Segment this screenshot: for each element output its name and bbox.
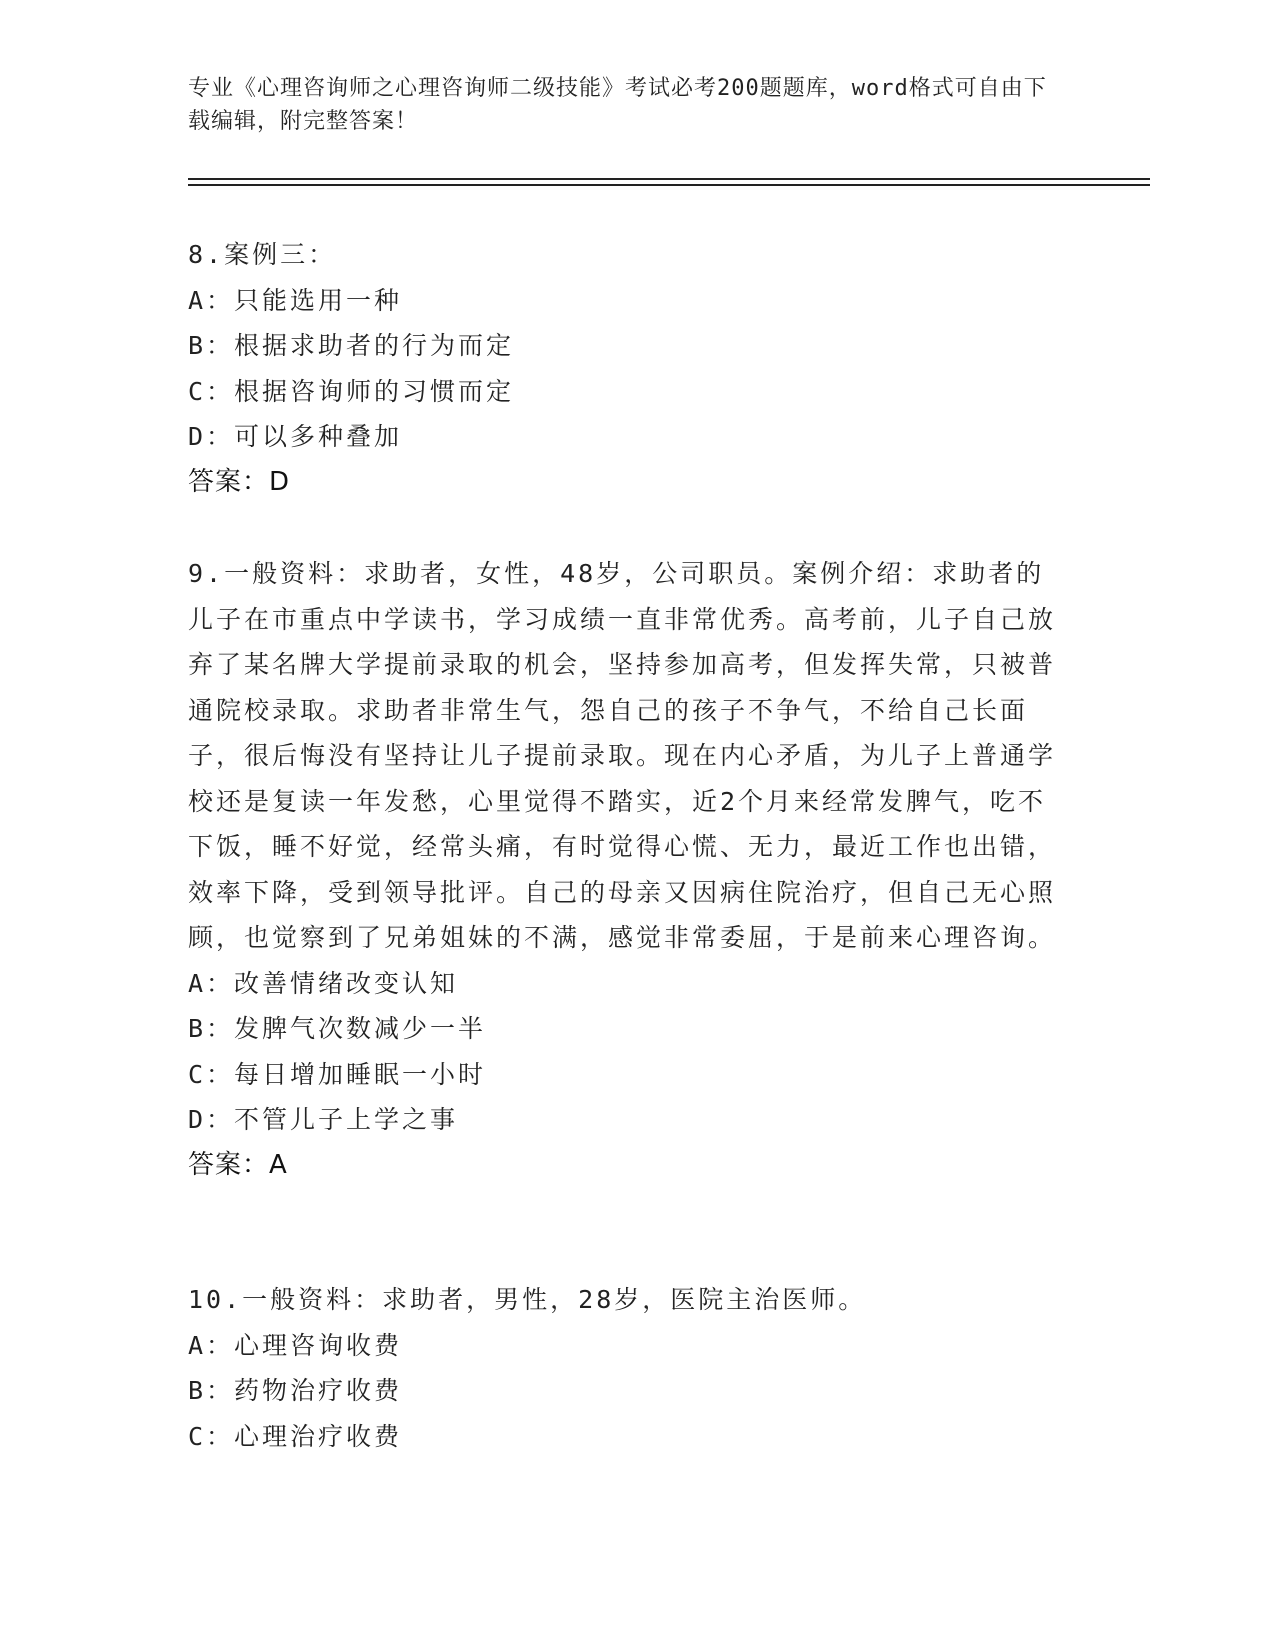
option-c: C：每日增加睡眠一小时 [188, 1059, 487, 1089]
question-8 [188, 232, 1058, 505]
option-d: D：不管儿子上学之事 [188, 1105, 459, 1134]
question-stem: 10.一般资料：求助者，男性，28岁，医院主治医师。 [188, 1285, 867, 1314]
question-9 [188, 551, 1058, 1188]
option-d: D：可以多种叠加 [188, 422, 403, 451]
answer-line: 答案：A [188, 1149, 288, 1180]
option-b: B：根据求助者的行为而定 [188, 331, 515, 360]
option-a: A：心理咨询收费 [188, 1330, 403, 1360]
option-a: A：改善情绪改变认知 [188, 968, 459, 998]
option-c: C：根据咨询师的习惯而定 [188, 376, 515, 406]
option-b: B：发脾气次数减少一半 [188, 1014, 487, 1043]
answer-line: 答案：D [188, 466, 291, 497]
option-c: C：心理治疗收费 [188, 1421, 403, 1451]
header-divider-top [188, 178, 1150, 180]
question-stem: 8.案例三： [188, 240, 337, 269]
option-b: B：药物治疗收费 [188, 1376, 403, 1405]
option-a: A：只能选用一种 [188, 285, 403, 315]
question-stem: 9.一般资料：求助者，女性，48岁，公司职员。案例介绍：求助者的儿子在市重点中学读书，学习成绩一直非常优秀。高考前，儿子自己放弃了某名牌大学提前录取的机会，坚持参加高考，但发挥失常，只被普通院校录取。求助者非常生气，怨自己的孩子不争气，不给自己长面子，很后悔没有坚持让儿子提前录取。现在内心矛盾，为儿子上普通学校还是复读一年发愁，心里觉得不踏实，近2个月来经常发脾气，吃不下饭，睡不好觉，经常头痛，有时觉得心慌、无力，最近工作也出错，效率下降，受到领导批评。自己的母亲又因病住院治疗，但自己无心照顾，也觉察到了兄弟姐妹的不满，感觉非常委屈，于是前来心理咨询。 [188, 559, 1057, 952]
document-header: 专业《心理咨询师之心理咨询师二级技能》考试必考200题题库，word格式可自由下载编辑，附完整答案！ [188, 76, 1047, 134]
header-divider-bottom [188, 184, 1150, 186]
question-10 [188, 1277, 1058, 1459]
